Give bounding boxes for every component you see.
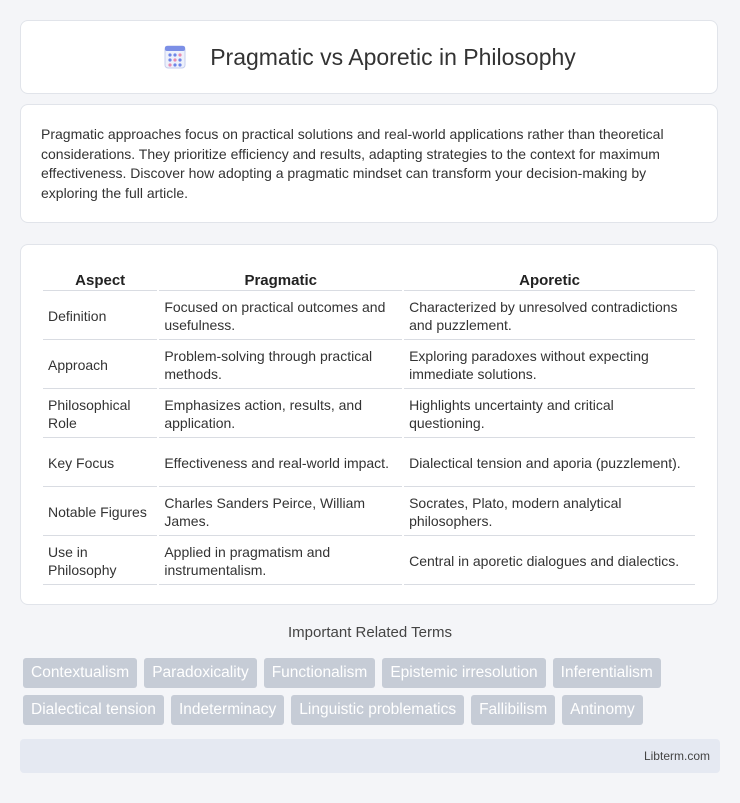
table-header-row xyxy=(43,267,695,291)
table-row xyxy=(43,440,695,487)
table-row xyxy=(43,538,695,585)
tag-dialectical-tension[interactable]: Dialectical tension xyxy=(23,695,164,725)
header-card xyxy=(20,20,718,94)
footer-site-link[interactable]: Libterm.com xyxy=(643,749,710,763)
cell-aspect: Definition xyxy=(43,293,157,340)
cell-pragmatic: Applied in pragmatism and instrumentalism. xyxy=(159,538,402,585)
cell-aspect: Approach xyxy=(43,342,157,389)
cell-aspect: Use in Philosophy xyxy=(43,538,157,585)
cell-pragmatic: Effectiveness and real-world impact. xyxy=(159,440,402,487)
tag-inferentialism[interactable]: Inferentialism xyxy=(553,658,661,688)
header-aspect: Aspect xyxy=(43,267,157,291)
comparison-table-card xyxy=(20,244,718,605)
tag-contextualism[interactable]: Contextualism xyxy=(23,658,137,688)
cell-aporetic: Characterized by unresolved contradictions and puzzlement. xyxy=(404,293,695,340)
related-terms-title: Important Related Terms xyxy=(288,624,452,641)
header-pragmatic: Pragmatic xyxy=(159,267,402,291)
comparison-table xyxy=(41,265,697,587)
header-aporetic: Aporetic xyxy=(404,267,695,291)
tag-fallibilism[interactable]: Fallibilism xyxy=(471,695,555,725)
table-row xyxy=(43,342,695,389)
cell-aporetic: Highlights uncertainty and critical questioning. xyxy=(404,391,695,438)
footer xyxy=(20,739,720,773)
related-terms-list xyxy=(23,658,723,732)
cell-aspect: Key Focus xyxy=(43,440,157,487)
cell-aporetic: Exploring paradoxes without expecting immediate solutions. xyxy=(404,342,695,389)
cell-pragmatic: Charles Sanders Peirce, William James. xyxy=(159,489,402,536)
intro-text: Pragmatic approaches focus on practical solutions and real-world applications rather than theoretical considerations. They prioritize efficiency and results, adapting strategies to the context for maximum effectiveness. Discover how adopting a pragmatic mindset can transform your decision-making by exploring the full article. xyxy=(41,126,664,201)
table-row xyxy=(43,489,695,536)
tag-epistemic-irresolution[interactable]: Epistemic irresolution xyxy=(382,658,545,688)
page-title: Pragmatic vs Aporetic in Philosophy xyxy=(210,43,576,70)
table-row xyxy=(43,293,695,340)
cell-aspect: Philosophical Role xyxy=(43,391,157,438)
tag-row xyxy=(23,658,723,688)
cell-pragmatic: Problem-solving through practical methods. xyxy=(159,342,402,389)
tag-indeterminacy[interactable]: Indeterminacy xyxy=(171,695,284,725)
tag-linguistic-problematics[interactable]: Linguistic problematics xyxy=(291,695,464,725)
cell-aporetic: Dialectical tension and aporia (puzzlement). xyxy=(404,440,695,487)
table-row xyxy=(43,391,695,438)
tag-paradoxicality[interactable]: Paradoxicality xyxy=(144,658,257,688)
cell-aporetic: Central in aporetic dialogues and dialectics. xyxy=(404,538,695,585)
cell-aspect: Notable Figures xyxy=(43,489,157,536)
tag-antinomy[interactable]: Antinomy xyxy=(562,695,643,725)
intro-card xyxy=(20,104,718,223)
tag-functionalism[interactable]: Functionalism xyxy=(264,658,376,688)
tag-row xyxy=(23,695,723,725)
document-grid-icon xyxy=(162,44,188,70)
cell-pragmatic: Focused on practical outcomes and usefulness. xyxy=(159,293,402,340)
cell-pragmatic: Emphasizes action, results, and application. xyxy=(159,391,402,438)
cell-aporetic: Socrates, Plato, modern analytical philosophers. xyxy=(404,489,695,536)
